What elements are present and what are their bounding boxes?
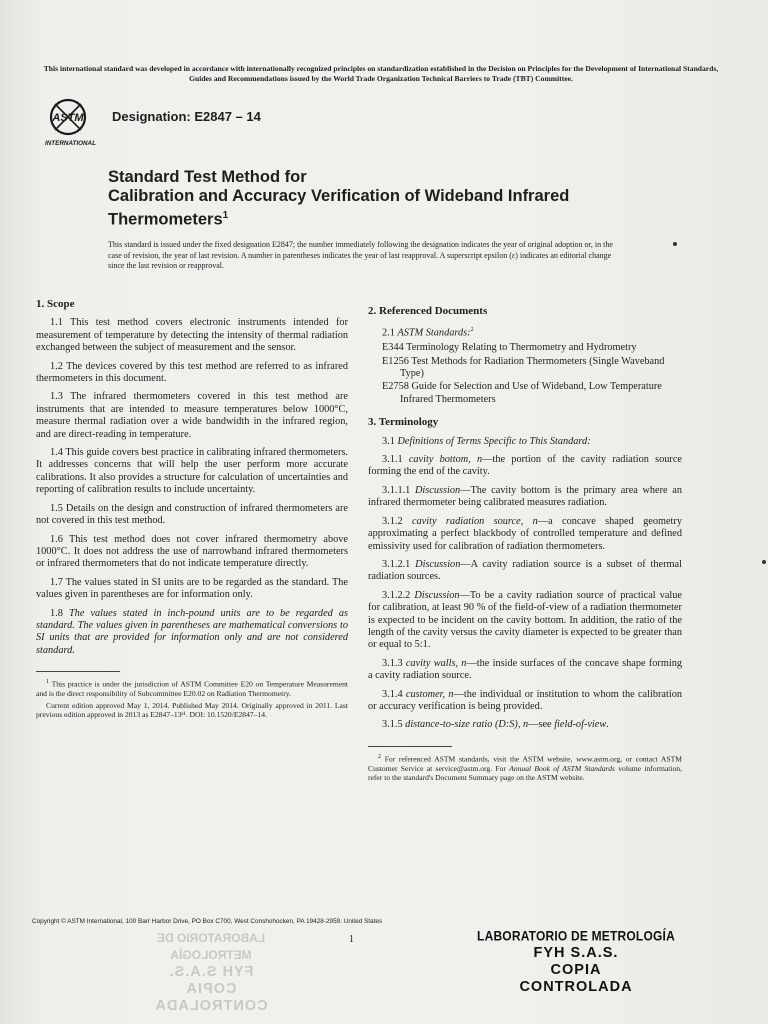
- term-3-1-2-term: cavity radiation source, n: [411, 515, 538, 527]
- term-3-1-4-term: customer, n: [405, 688, 454, 700]
- right-column: [368, 305, 682, 785]
- title-line-1: Standard Test Method for: [108, 168, 307, 186]
- term-3-1-5-reference: field-of-view: [554, 719, 607, 731]
- footnote-2-mark: 2: [378, 753, 381, 760]
- term-3-1-1-1: [368, 485, 682, 510]
- term-3-1-3-text: —the inside surfaces of the concave shape forming a cavity radiation source.: [368, 657, 682, 682]
- term-3-1-4: [368, 689, 682, 714]
- term-3-1-2-text: —a concave shaped geometry approximating a perfect blackbody of controlled temperature and defined emissivity used for calibration of radiation thermometers.: [368, 515, 682, 552]
- scope-1-8-text: The values stated in inch-pound units are to be regarded as standard. The values given in parentheses are mathematical conversions to SI units that are provided for information only and are not considered standard.: [36, 607, 349, 656]
- footnote-2: [368, 753, 682, 783]
- term-3-1-5-end: .: [606, 719, 609, 731]
- scan-speck: [673, 242, 677, 246]
- stamp-bleed-through: [116, 930, 306, 1015]
- left-column: [36, 298, 348, 721]
- term-3-1-2: [368, 516, 682, 553]
- astm-logo-icon: [44, 96, 106, 148]
- stamp-line-3: COPIA: [550, 962, 602, 978]
- term-3-1-4-text: —the individual or institution to whom the calibration or accuracy verification is being provided.: [368, 688, 683, 712]
- title-footnote-mark: 1: [222, 210, 229, 221]
- references-footnote-mark: 2: [470, 327, 474, 334]
- term-3-1-1: [368, 454, 682, 479]
- scope-1-3: 1.3 The infrared thermometers covered in this test method are instruments that are intended to measure temperatures below 1000°C, measure thermal radiation over a wide bandwidth in the infrared region, and are direct-reading in temperature.: [36, 391, 348, 440]
- term-3-1-2-1: [368, 559, 682, 584]
- stamp-line-1: LABORATORIO DE METROLOGÍA: [477, 927, 675, 944]
- footnote-1-edition: Current edition approved May 1, 2014. Published May 2014. Originally approved in 2011. Last previous edition approved in 2013 as E2847–13ᵉ¹. DOI: 10.1520/E2847–14.: [36, 700, 348, 719]
- scope-1-8: [36, 608, 348, 658]
- reference-e2758: E2758 Guide for Selection and Use of Wideband, Low Temperature Infrared Thermometers: [382, 381, 662, 405]
- term-3-1-2-number: 3.1.2: [382, 515, 403, 527]
- term-3-1-1-1-number: 3.1.1.1: [382, 484, 411, 496]
- ghost-line-1: LABORATORIO DE METROLOGÍA: [156, 931, 266, 962]
- ghost-line-3: COPIA: [185, 981, 237, 997]
- stamp-line-4: CONTROLADA: [519, 979, 633, 995]
- intro-notice: This international standard was developed in accordance with internationally recognized principles on standardization established in the Decision on Principles for the Development of International Standards, Guides and Recommendations issued by the World Trade Organization Technical Barriers to Trade (TBT) Committee.: [43, 64, 719, 83]
- logo-subtext: INTERNATIONAL: [45, 140, 96, 147]
- copyright-line: Copyright © ASTM International, 100 Barr Harbor Drive, PO Box C700, West Conshohocken, PA 19428-2959. United States: [32, 918, 383, 925]
- controlled-copy-stamp: [476, 928, 676, 996]
- term-3-1-4-number: 3.1.4: [382, 688, 403, 700]
- term-3-1-2-2-number: 3.1.2.2: [382, 589, 411, 601]
- astm-logo: [44, 96, 106, 148]
- page-number: 1: [349, 934, 354, 945]
- scope-1-1: 1.1 This test method covers electronic instruments intended for measurement of temperature by detecting the intensity of thermal radiation exchanged between the subject of measurement and the sensor.: [36, 317, 348, 354]
- footnote-1-text: This practice is under the jurisdiction of ASTM Committee E20 on Temperature Measurement and is the direct responsibility of Subcommittee E20.02 on Radiation Thermometry.: [36, 679, 349, 699]
- term-3-1-1-1-term: Discussion: [414, 484, 461, 496]
- term-3-1-1-1-text: —The cavity bottom is the primary area where an infrared thermometer being calibrated measures radiation.: [368, 484, 682, 509]
- footnote-2-text-b: Annual Book of ASTM Standards: [509, 763, 615, 773]
- term-3-1-2-2-text: —To be a cavity radiation source of practical value for calibration, at least 90 % of the field-of-view of a radiation thermometer is expected to be incident on the cavity bottom. In addition, the ratio of the length of the cavity versus the cavity diameter is expected to be greater than or equal to 5:1.: [368, 589, 682, 651]
- footnote-1-mark: 1: [46, 679, 49, 686]
- title-line-3-text: Thermometers: [108, 210, 223, 229]
- references-heading: 2. Referenced Documents: [368, 305, 488, 317]
- term-3-1-1-number: 3.1.1: [382, 454, 403, 466]
- term-3-1-2-2-term: Discussion: [414, 589, 460, 601]
- scope-1-4: 1.4 This guide covers best practice in calibrating infrared thermometers. It addresses concerns that will help the user perform more accurate calibrations. It also provides a structure for calculation of uncertainties and reporting of calibration results to include uncertainty.: [36, 447, 348, 496]
- reference-e344: E344 Terminology Relating to Thermometry and Hydrometry: [382, 342, 637, 354]
- scope-1-5: 1.5 Details on the design and construction of infrared thermometers are not covered in this test method.: [36, 502, 348, 527]
- logo-text: ASTM: [52, 112, 84, 124]
- term-3-1-2-1-text: —A cavity radiation source is a subset of thermal radiation sources.: [368, 558, 682, 583]
- document-title: [108, 168, 668, 230]
- term-3-1-3-number: 3.1.3: [382, 657, 403, 669]
- footnote-2-text-c: volume information, refer to the standard's Document Summary page on the ASTM website.: [368, 763, 683, 783]
- term-3-1-5-separator: —see: [528, 719, 552, 731]
- ghost-line-4: CONTROLADA: [154, 998, 268, 1014]
- scope-1-8-number: 1.8: [50, 607, 63, 619]
- references-intro: [368, 324, 682, 340]
- term-3-1-2-1-term: Discussion: [415, 558, 461, 570]
- term-3-1: [368, 436, 682, 448]
- terminology-heading: 3. Terminology: [368, 416, 439, 429]
- reference-e1256: E1256 Test Methods for Radiation Thermometers (Single Waveband Type): [382, 355, 665, 380]
- term-3-1-3: [368, 658, 682, 683]
- scan-speck-edge: [762, 560, 766, 564]
- term-3-1-2-1-number: 3.1.2.1: [382, 558, 411, 570]
- scope-heading: 1. Scope: [36, 298, 75, 310]
- term-3-1-2-2: [368, 590, 682, 652]
- term-3-1-5: [368, 719, 682, 731]
- term-3-1-1-term: cavity bottom, n: [408, 454, 483, 466]
- scope-1-2: 1.2 The devices covered by this test method are referred to as infrared thermometers in this document.: [36, 360, 348, 385]
- title-line-2: Calibration and Accuracy Verification of Wideband Infrared: [108, 187, 570, 205]
- issuance-note: This standard is issued under the fixed designation E2847; the number immediately following the designation indicates the year of original adoption or, in the case of revision, the year of last revision. A number in parentheses indicates the year of last reapproval. A superscript epsilon (ε) indicates an editorial change since the last revision or reapproval.: [108, 240, 613, 270]
- term-3-1-3-term: cavity walls, n: [405, 657, 467, 669]
- term-3-1-text: Definitions of Terms Specific to This Standard:: [397, 435, 591, 447]
- ghost-line-2: FYH S.A.S.: [168, 964, 254, 980]
- term-3-1-5-number: 3.1.5: [382, 719, 403, 731]
- footnote-divider-right: [368, 746, 452, 747]
- scope-1-6: 1.6 This test method does not cover infrared thermometry above 1000°C. It does not address the use of narrowband infrared thermometers or infrared thermometers that do not indicate temperature directly.: [36, 533, 348, 570]
- stamp-line-2: FYH S.A.S.: [533, 945, 619, 961]
- footnote-2-text-a: For referenced ASTM standards, visit the ASTM website, www.astm.org, or contact ASTM Customer Service at service@astm.org. For: [368, 754, 683, 773]
- term-3-1-number: 3.1: [382, 435, 395, 447]
- term-3-1-1-text: —the portion of the cavity radiation source forming the end of the cavity.: [368, 454, 682, 478]
- footnote-1-jurisdiction: [36, 678, 348, 698]
- references-intro-text: ASTM Standards:: [397, 327, 471, 339]
- title-line-3: [108, 206, 668, 230]
- term-3-1-5-term: distance-to-size ratio (D:S), n: [405, 719, 529, 731]
- footnote-divider: [36, 671, 120, 672]
- references-intro-number: 2.1: [382, 327, 395, 339]
- scope-1-7: 1.7 The values stated in SI units are to be regarded as the standard. The values given in parentheses are for information only.: [36, 576, 348, 601]
- designation: Designation: E2847 – 14: [112, 109, 261, 124]
